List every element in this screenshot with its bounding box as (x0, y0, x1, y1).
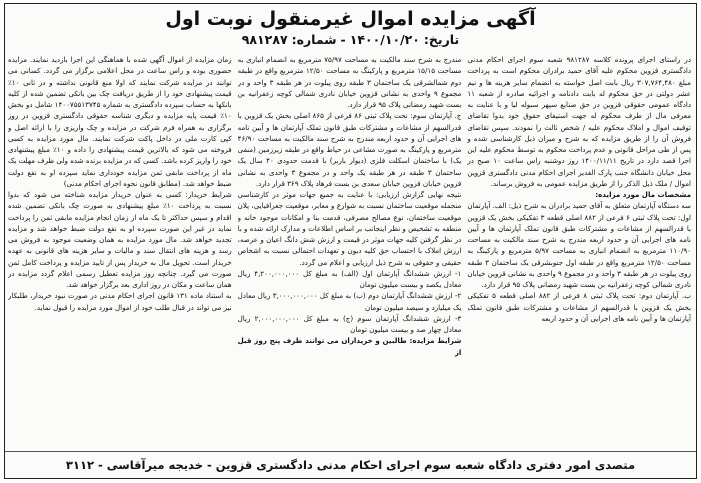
column-right (467, 54, 691, 444)
number-value: ۹۸۱۲۸۷ (241, 32, 288, 47)
paragraph: شرایط خریدار: کسی به عنوان خریدار مزایده شناخته می شود که بدوا نسبت به پرداخت ۱۰٪ مبلغ پیشنهادی به صورت چک بانکی تضمین شده اقدام و سپس حداکثر تا یک ماه از زمان انجام مزایده مابقی ثمن را پرداخت نماید در غیر این صورت سپرده او به نفع دولت ضبط خواهد شد و مزایده تجدید خواهد شد. مال مورد مزایده به همان وضعیت موجود به فروش می رسد و هزینه های انتقال سند و مالیات و سایر هزینه های قانونی به عهده خریدار است. تحویل مال به خریدار پس از تایید مزایده و پرداخت کامل ثمن صورت می گیرد. چنانچه روز مزایده تعطیل رسمی اعلام گردد مزایده در همان ساعت و مکان در روز اداری بعد برگزار خواهد شد. (7, 190, 232, 289)
paragraph: مندرج به شرح سند مالکیت به مساحت ۷۵/۹۷ مترمربع به انضمام انباری به مساحت ۱۵/۱۵ مترمربع و پارکینگ به مساحت ۱۲/۵۰ مترمربع واقع در طبقه دوم شمالشرقی یک ساختمان ۳ طبقه روی پیلوت در هر طبقه ۳ واحد و در مجموع ۹ واحدی به نشانی قزوین خیابان نادری شمالی کوچه زعفرانیه بن بست شهید رمضانی پلاک ۹۵ قرار دارد. (237, 55, 462, 109)
paragraph: ج. آپارتمان سوم: تحت پلاک ثبتی ۸۶ فرعی از ۸۶۵ اصلی بخش یک قزوین با قدرالسهم از مشاعات و مشترکات طبق قانون تملک آپارتمان ها و آیین نامه های اجرایی آن و حدود اربعه مندرج به شرح سند مالکیت به مساحت ۴۶/۹۰ مترمربع و پارکینگ به صورت مشاعی در حیاط واقع در طبقه زیرزمین (منفی یک) با ساختمان اسکلت فلزی (دیوار باربر) با قدمت حدودی ۴۰ سال یک ساختمان ۳ طبقه در هر طبقه یک واحد و در مجموع ۳ واحدی به نشانی قزوین خیابان قزوین خیابان سعدی بن بست فرهاد پلاک ۳۶۹ قرار دارد. (237, 111, 462, 188)
paragraph: نتیجه نهایی گزارش ارزیابی: با عنایت به جمیع جهات موثر در کارشناسی منجمله موقعیت ساختمان نسبت به شوارع و معابر، موقعیت جغرافیایی، پلان موقعیت ساختمان، نوع مصالح مصرفی، قدمت بنا و امکانات موجود خانه و منطقه به تشخیص و نظر اینجانب بر اساس اطلاعات و مدارک ارائه شده و با در نظر گرفتن کلیه جهات موثر در قیمت و ارزش شش دانگ اعیان و عرصه، ارزش املاک با احتساب حق کلیه دیون و تعهدات احتمالی نسبت به اشخاص حقیقی و حقوقی به شرح ذیل ارزیابی و اعلام می گردد. (237, 190, 462, 267)
date-label: تاریخ: (423, 32, 460, 47)
paragraph: ب. آپارتمان دوم: تحت پلاک ثبتی ۸ فرعی از ۸۸۲ اصلی قطعه ۵ تفکیکی بخش یک قزوین با قدرالسهم از مشاعات و مشترکات طبق قانون تملک آپارتمان ها و آیین نامه های اجرایی آن و حدود اربعه (467, 291, 691, 323)
paragraph: شرایط مزایده: طالبین و خریداران می توانند ظرف پنج روز قبل از (237, 336, 462, 357)
notice-footer: متصدی امور دفتری دادگاه شعبه سوم اجرای احکام مدنی دادگستری قزوین - خدیجه میرآقاسی - ۳۱۱۲ (5, 451, 696, 472)
paragraph: در راستای اجرای پرونده کلاسه ۹۸۱۲۸۷ شعبه سوم اجرای احکام مدنی دادگستری قزوین محکوم علیه آقای حمید برادران محکوم است به پرداخت مبلغ ۳۰۷,۷۶۴,۴۸۰ ریال بابت اصل خواسته به انضمام سایر هزینه ها و نیم عشر دولتی در حق محکوم له بابت دادنامه و اجرائیه صادره از شعبه ۱۱ دادگاه عمومی حقوقی قزوین در حق صنایع سپهر سبوله لیا و با عنایت به معرفی مال از طرف محکوم له جهت استیفای حقوق خود بدوا تقاضای توقیف اموال و املاک محکوم علیه / شخص ثالث را نمودند. سپس تقاضای فروش آن را از طریق مزایده که به شرح و میزان ذیل کارشناسی شده و پس از طی مراحل قانونی و عدم پرداخت محکوم به توسط محکوم علیه این اجرا قصد دارد در تاریخ ۱۴۰۰/۱۱/۱۱ روز دوشنبه راس ساعت ۱۰ صبح در محل خیابان دانشگاه جنب پارک الغدیر اجرای احکام مدنی دادگستری قزوین اموال / ملک ذیل الذکر را از طریق مزایده عمومی به فروش برساند. (467, 55, 691, 188)
text-columns (8, 54, 691, 444)
paragraph: زمان مزایده از اموال آگهی شده با هماهنگی این اجرا بازدید نمایند. مزایده حضوری بوده و راس ساعت در محل اعلامی برگزار می گردد. کسانی می توانند در مزایده شرکت نمایند که اولا منع قانونی نداشته و در ثانی ۱۰٪ قیمت پیشنهادی خود را از طریق دریافت چک بین بانکی تضمین شده از کلیه بانکها به حساب سپرده دادگستری به شماره ۱۴۰۰۷۵۵۱۳۷۴۵ شامل دو بخش ۱۰٪ قیمت پایه مزایده و دیگری شناسه حقوقی دادگستری قزوین در روز برگزاری به همراه فرم شرکت در مزایده و چک واریزی را با ارائه اصل و کپی کارت ملی در داخل پاکت شرکت نمایند. مال مورد مزایده به کسی فروخته می شود که بالاترین قیمت پیشنهادی را داده و ۱۰٪ مبلغ پیشنهادی خود را واریز کرده باشد. کسی که در مزایده برنده شده ولی ظرف مهلت یک ماه از پرداخت مابقی ثمن مزایده خودداری نماید سپرده او به نفع دولت ضبط خواهد شد. (مطابق قانون نحوه اجرای احکام مدنی) (7, 55, 232, 188)
valuation-item: ۳- ارزش ششدانگ آپارتمان سوم (ج) به مبلغ کل ۲,۰۰۰,۰۰۰,۰۰۰ ریال معادل چهار صد و بیست میلیون تومان (237, 313, 462, 334)
date-number-line: تاریخ:۱۴۰۰/۱۰/۲۰-شماره:۹۸۱۲۸۷ (241, 32, 460, 47)
date-value: ۱۴۰۰/۱۰/۲۰ (349, 32, 420, 47)
column-left (8, 54, 232, 444)
auction-notice (4, 3, 697, 479)
section-heading: مشخصات مال مورد مزایده: (595, 190, 691, 199)
column-middle (238, 54, 462, 444)
notice-title: آگهی مزایده اموال غیرمنقول نوبت اول (165, 8, 536, 30)
paragraph: سه دستگاه آپارتمان متعلق به آقای حمید برادران به شرح ذیل: الف. آپارتمان اول: تحت پلاک ثبتی ۶ فرعی از ۸۸۲ اصلی قطعه ۳ تفکیکی بخش یک قزوین با قدرالسهم از مشاعات و مشترکات طبق قانون تملک آپارتمان ها و آیین نامه های اجرایی آن و حدود اربعه مندرج به شرح سند مالکیت به مساحت ۱۱۰/۹۰ مترمربع به انضمام انباری به مساحت ۵/۹۷ مترمربع و پارکینگ به مساحت ۱۲/۵۰ مترمربع واقع در طبقه اول جنوبشرقی یک ساختمان ۳ طبقه روی پیلوت در هر طبقه ۳ واحد و در مجموع ۹ واحدی به نشانی قزوین خیابان نادری شمالی کوچه زعفرانیه بن بست شهید رمضانی پلاک ۹۵ قرار دارد. (467, 201, 691, 289)
notice-header (5, 4, 696, 50)
paragraph: به استناد ماده ۱۳۱ قانون اجرای احکام مدنی در صورت نبود خریدار، طلبکار نیز می تواند در قبال طلب خود از اموال مورد مزایده را قبول نماید. (7, 291, 232, 312)
valuation-item: ۲- ارزش ششدانگ آپارتمان دوم (ب) به مبلغ کل ۳,۰۰۰,۰۰۰,۰۰۰ ریال معادل یک میلیارد و سیصد میلیون تومان (237, 291, 462, 312)
valuation-item: ۱- ارزش ششدانگ آپارتمان اول (الف) به مبلغ کل ۴,۲۰۰,۰۰۰,۰۰۰ ریال معادل یکصد و بیست میلیون تومان (237, 268, 462, 289)
number-label: شماره: (291, 32, 337, 47)
